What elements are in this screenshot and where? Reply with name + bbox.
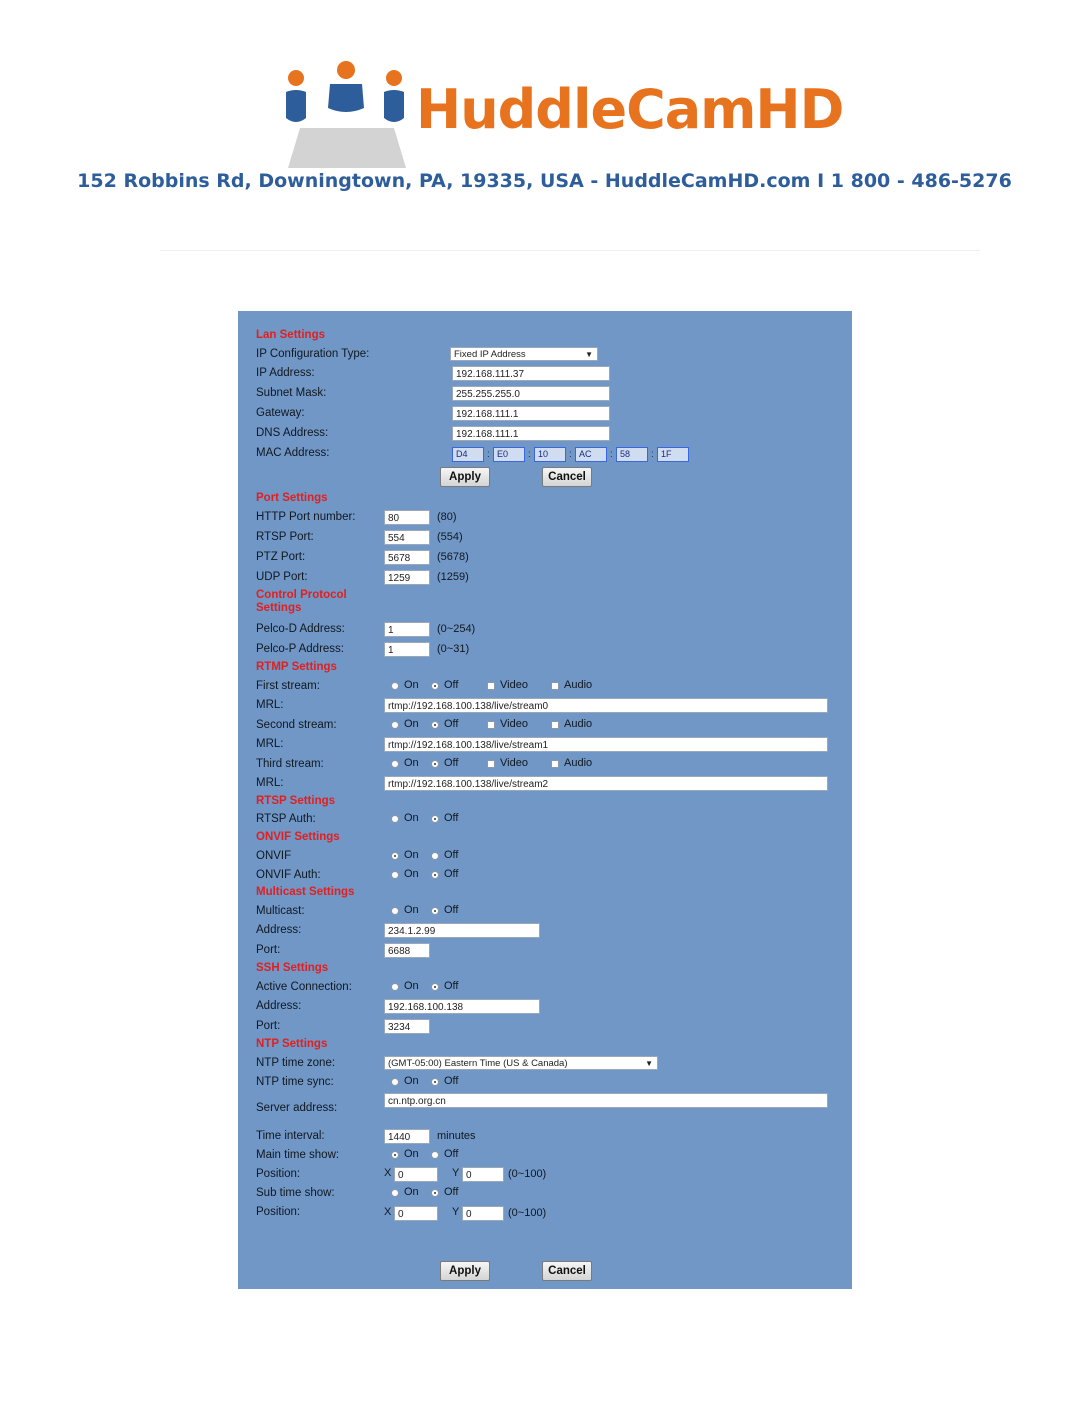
subnet-mask-input[interactable]: 255.255.255.0: [452, 386, 610, 401]
sub-position-x-input[interactable]: 0: [394, 1206, 438, 1221]
ip-address-label: IP Address:: [256, 367, 315, 379]
multicast-address-label: Address:: [256, 924, 302, 936]
onvif-on-radio[interactable]: [391, 852, 399, 860]
active-connection-on-radio[interactable]: [391, 983, 399, 991]
multicast-on-radio[interactable]: [391, 907, 399, 915]
http-port-default: (80): [437, 511, 457, 523]
udp-port-default: (1259): [437, 571, 469, 583]
third-stream-mrl-input[interactable]: rtmp://192.168.100.138/live/stream2: [384, 776, 828, 791]
mrl-label: MRL:: [256, 738, 284, 750]
mrl-label: MRL:: [256, 699, 284, 711]
http-port-label: HTTP Port number:: [256, 511, 356, 523]
off-label: Off: [444, 849, 459, 861]
on-label: On: [404, 904, 419, 916]
off-label: Off: [444, 1148, 459, 1160]
ptz-port-input[interactable]: 5678: [384, 550, 430, 565]
ntp-settings-title: NTP Settings: [256, 1038, 328, 1050]
video-label: Video: [500, 718, 528, 730]
on-label: On: [404, 868, 419, 880]
lan-apply-button[interactable]: Apply: [440, 467, 490, 487]
mac-separator: :: [610, 449, 613, 460]
ip-type-select[interactable]: Fixed IP Address ▼: [450, 347, 598, 361]
position-label: Position:: [256, 1206, 301, 1218]
third-stream-audio-checkbox[interactable]: [551, 760, 559, 768]
off-label: Off: [444, 904, 459, 916]
rtsp-port-default: (554): [437, 531, 463, 543]
first-stream-mrl-input[interactable]: rtmp://192.168.100.138/live/stream0: [384, 698, 828, 713]
rtmp-settings-title: RTMP Settings: [256, 661, 337, 673]
ip-address-input[interactable]: 192.168.111.37: [452, 366, 610, 381]
huddle-people-icon: [272, 56, 422, 171]
multicast-port-input[interactable]: 6688: [384, 943, 430, 958]
ntp-sync-off-radio[interactable]: [431, 1078, 439, 1086]
first-stream-off-radio[interactable]: [431, 682, 439, 690]
onvif-settings-title: ONVIF Settings: [256, 831, 340, 843]
x-label: X: [384, 1167, 392, 1179]
ntp-time-zone-select[interactable]: (GMT-05:00) Eastern Time (US & Canada) ▼: [384, 1056, 658, 1070]
off-label: Off: [444, 1186, 459, 1198]
on-label: On: [404, 849, 419, 861]
ntp-time-zone-label: NTP time zone:: [256, 1057, 336, 1069]
onvif-auth-label: ONVIF Auth:: [256, 869, 321, 881]
onvif-auth-on-radio[interactable]: [391, 871, 399, 879]
server-address-label: Server address:: [256, 1102, 338, 1114]
main-time-show-label: Main time show:: [256, 1149, 340, 1161]
onvif-off-radio[interactable]: [431, 852, 439, 860]
sub-time-show-label: Sub time show:: [256, 1187, 335, 1199]
y-label: Y: [452, 1167, 460, 1179]
onvif-label: ONVIF: [256, 850, 292, 862]
company-address: 152 Robbins Rd, Downingtown, PA, 19335, USA - HuddleCamHD.com I 1 800 - 486-5276: [77, 170, 1012, 192]
second-stream-on-radio[interactable]: [391, 721, 399, 729]
ntp-time-sync-label: NTP time sync:: [256, 1076, 334, 1088]
gateway-label: Gateway:: [256, 407, 305, 419]
third-stream-off-radio[interactable]: [431, 760, 439, 768]
udp-port-input[interactable]: 1259: [384, 570, 430, 585]
pelco-d-range: (0~254): [437, 623, 476, 635]
second-stream-off-radio[interactable]: [431, 721, 439, 729]
multicast-port-label: Port:: [256, 944, 281, 956]
on-label: On: [404, 1148, 419, 1160]
http-port-input[interactable]: 80: [384, 510, 430, 525]
mac-octet-5[interactable]: 58: [616, 447, 648, 462]
off-label: Off: [444, 868, 459, 880]
gateway-input[interactable]: 192.168.111.1: [452, 406, 610, 421]
chevron-down-icon: ▼: [645, 1059, 653, 1068]
sub-time-show-off-radio[interactable]: [431, 1189, 439, 1197]
mac-octet-1[interactable]: D4: [452, 447, 484, 462]
ptz-port-default: (5678): [437, 551, 469, 563]
company-logo: [0, 56, 1089, 171]
on-label: On: [404, 1186, 419, 1198]
main-position-y-input[interactable]: 0: [462, 1167, 504, 1182]
apply-button[interactable]: Apply: [440, 1261, 490, 1281]
off-label: Off: [444, 980, 459, 992]
control-protocol-title: Control Protocol Settings: [256, 589, 347, 614]
lan-settings-title: Lan Settings: [256, 329, 326, 341]
second-stream-audio-checkbox[interactable]: [551, 721, 559, 729]
divider: [160, 250, 980, 251]
first-stream-on-radio[interactable]: [391, 682, 399, 690]
third-stream-video-checkbox[interactable]: [487, 760, 495, 768]
main-time-show-on-radio[interactable]: [391, 1151, 399, 1159]
rtsp-settings-title: RTSP Settings: [256, 795, 336, 807]
cancel-button[interactable]: Cancel: [542, 1261, 592, 1281]
sub-time-show-on-radio[interactable]: [391, 1189, 399, 1197]
audio-label: Audio: [564, 757, 593, 769]
second-stream-mrl-input[interactable]: rtmp://192.168.100.138/live/stream1: [384, 737, 828, 752]
time-interval-input[interactable]: 1440: [384, 1129, 430, 1144]
off-label: Off: [444, 812, 459, 824]
port-settings-title: Port Settings: [256, 492, 328, 504]
on-label: On: [404, 980, 419, 992]
brand-name: HuddleCamHD: [416, 78, 844, 141]
mac-address-label: MAC Address:: [256, 447, 330, 459]
main-position-x-input[interactable]: 0: [394, 1167, 438, 1182]
video-label: Video: [500, 679, 528, 691]
position-label: Position:: [256, 1168, 301, 1180]
rtsp-port-input[interactable]: 554: [384, 530, 430, 545]
ip-type-label: IP Configuration Type:: [256, 348, 370, 360]
time-interval-unit: minutes: [437, 1130, 476, 1142]
rtsp-auth-label: RTSP Auth:: [256, 813, 316, 825]
ssh-settings-title: SSH Settings: [256, 962, 329, 974]
subnet-mask-label: Subnet Mask:: [256, 387, 327, 399]
rtsp-port-label: RTSP Port:: [256, 531, 314, 543]
on-label: On: [404, 1075, 419, 1087]
position-range: (0~100): [508, 1207, 547, 1219]
mac-octet-4[interactable]: AC: [575, 447, 607, 462]
mac-separator: :: [651, 449, 654, 460]
position-range: (0~100): [508, 1168, 547, 1180]
mac-separator: :: [569, 449, 572, 460]
mrl-label: MRL:: [256, 777, 284, 789]
pelco-p-range: (0~31): [437, 643, 470, 655]
mac-separator: :: [528, 449, 531, 460]
active-connection-label: Active Connection:: [256, 981, 352, 993]
multicast-label: Multicast:: [256, 905, 305, 917]
off-label: Off: [444, 757, 459, 769]
ssh-port-input[interactable]: 3234: [384, 1019, 430, 1034]
main-time-show-off-radio[interactable]: [431, 1151, 439, 1159]
multicast-settings-title: Multicast Settings: [256, 886, 355, 898]
sub-position-y-input[interactable]: 0: [462, 1206, 504, 1221]
first-stream-video-checkbox[interactable]: [487, 682, 495, 690]
third-stream-label: Third stream:: [256, 758, 324, 770]
ssh-address-input[interactable]: 192.168.100.138: [384, 999, 540, 1014]
on-label: On: [404, 757, 419, 769]
audio-label: Audio: [564, 718, 593, 730]
dns-address-input[interactable]: 192.168.111.1: [452, 426, 610, 441]
rtsp-auth-off-radio[interactable]: [431, 815, 439, 823]
second-stream-video-checkbox[interactable]: [487, 721, 495, 729]
off-label: Off: [444, 718, 459, 730]
x-label: X: [384, 1206, 392, 1218]
server-address-input[interactable]: cn.ntp.org.cn: [384, 1093, 828, 1108]
mac-octet-6[interactable]: 1F: [657, 447, 689, 462]
mac-octet-3[interactable]: 10: [534, 447, 566, 462]
ptz-port-label: PTZ Port:: [256, 551, 306, 563]
on-label: On: [404, 812, 419, 824]
onvif-auth-off-radio[interactable]: [431, 871, 439, 879]
y-label: Y: [452, 1206, 460, 1218]
audio-label: Audio: [564, 679, 593, 691]
first-stream-audio-checkbox[interactable]: [551, 682, 559, 690]
udp-port-label: UDP Port:: [256, 571, 308, 583]
ntp-sync-on-radio[interactable]: [391, 1078, 399, 1086]
lan-cancel-button[interactable]: Cancel: [542, 467, 592, 487]
video-label: Video: [500, 757, 528, 769]
pelco-p-label: Pelco-P Address:: [256, 643, 345, 655]
network-settings-panel: [238, 311, 852, 1289]
pelco-d-label: Pelco-D Address:: [256, 623, 345, 635]
pelco-d-input[interactable]: 1: [384, 622, 430, 637]
on-label: On: [404, 679, 419, 691]
pelco-p-input[interactable]: 1: [384, 642, 430, 657]
time-interval-label: Time interval:: [256, 1130, 325, 1142]
ssh-address-label: Address:: [256, 1000, 302, 1012]
first-stream-label: First stream:: [256, 680, 320, 692]
off-label: Off: [444, 1075, 459, 1087]
off-label: Off: [444, 679, 459, 691]
active-connection-off-radio[interactable]: [431, 983, 439, 991]
rtsp-auth-on-radio[interactable]: [391, 815, 399, 823]
mac-separator: :: [487, 449, 490, 460]
on-label: On: [404, 718, 419, 730]
second-stream-label: Second stream:: [256, 719, 337, 731]
multicast-address-input[interactable]: 234.1.2.99: [384, 923, 540, 938]
dns-address-label: DNS Address:: [256, 427, 329, 439]
multicast-off-radio[interactable]: [431, 907, 439, 915]
ssh-port-label: Port:: [256, 1020, 281, 1032]
mac-octet-2[interactable]: E0: [493, 447, 525, 462]
chevron-down-icon: ▼: [585, 350, 593, 359]
third-stream-on-radio[interactable]: [391, 760, 399, 768]
